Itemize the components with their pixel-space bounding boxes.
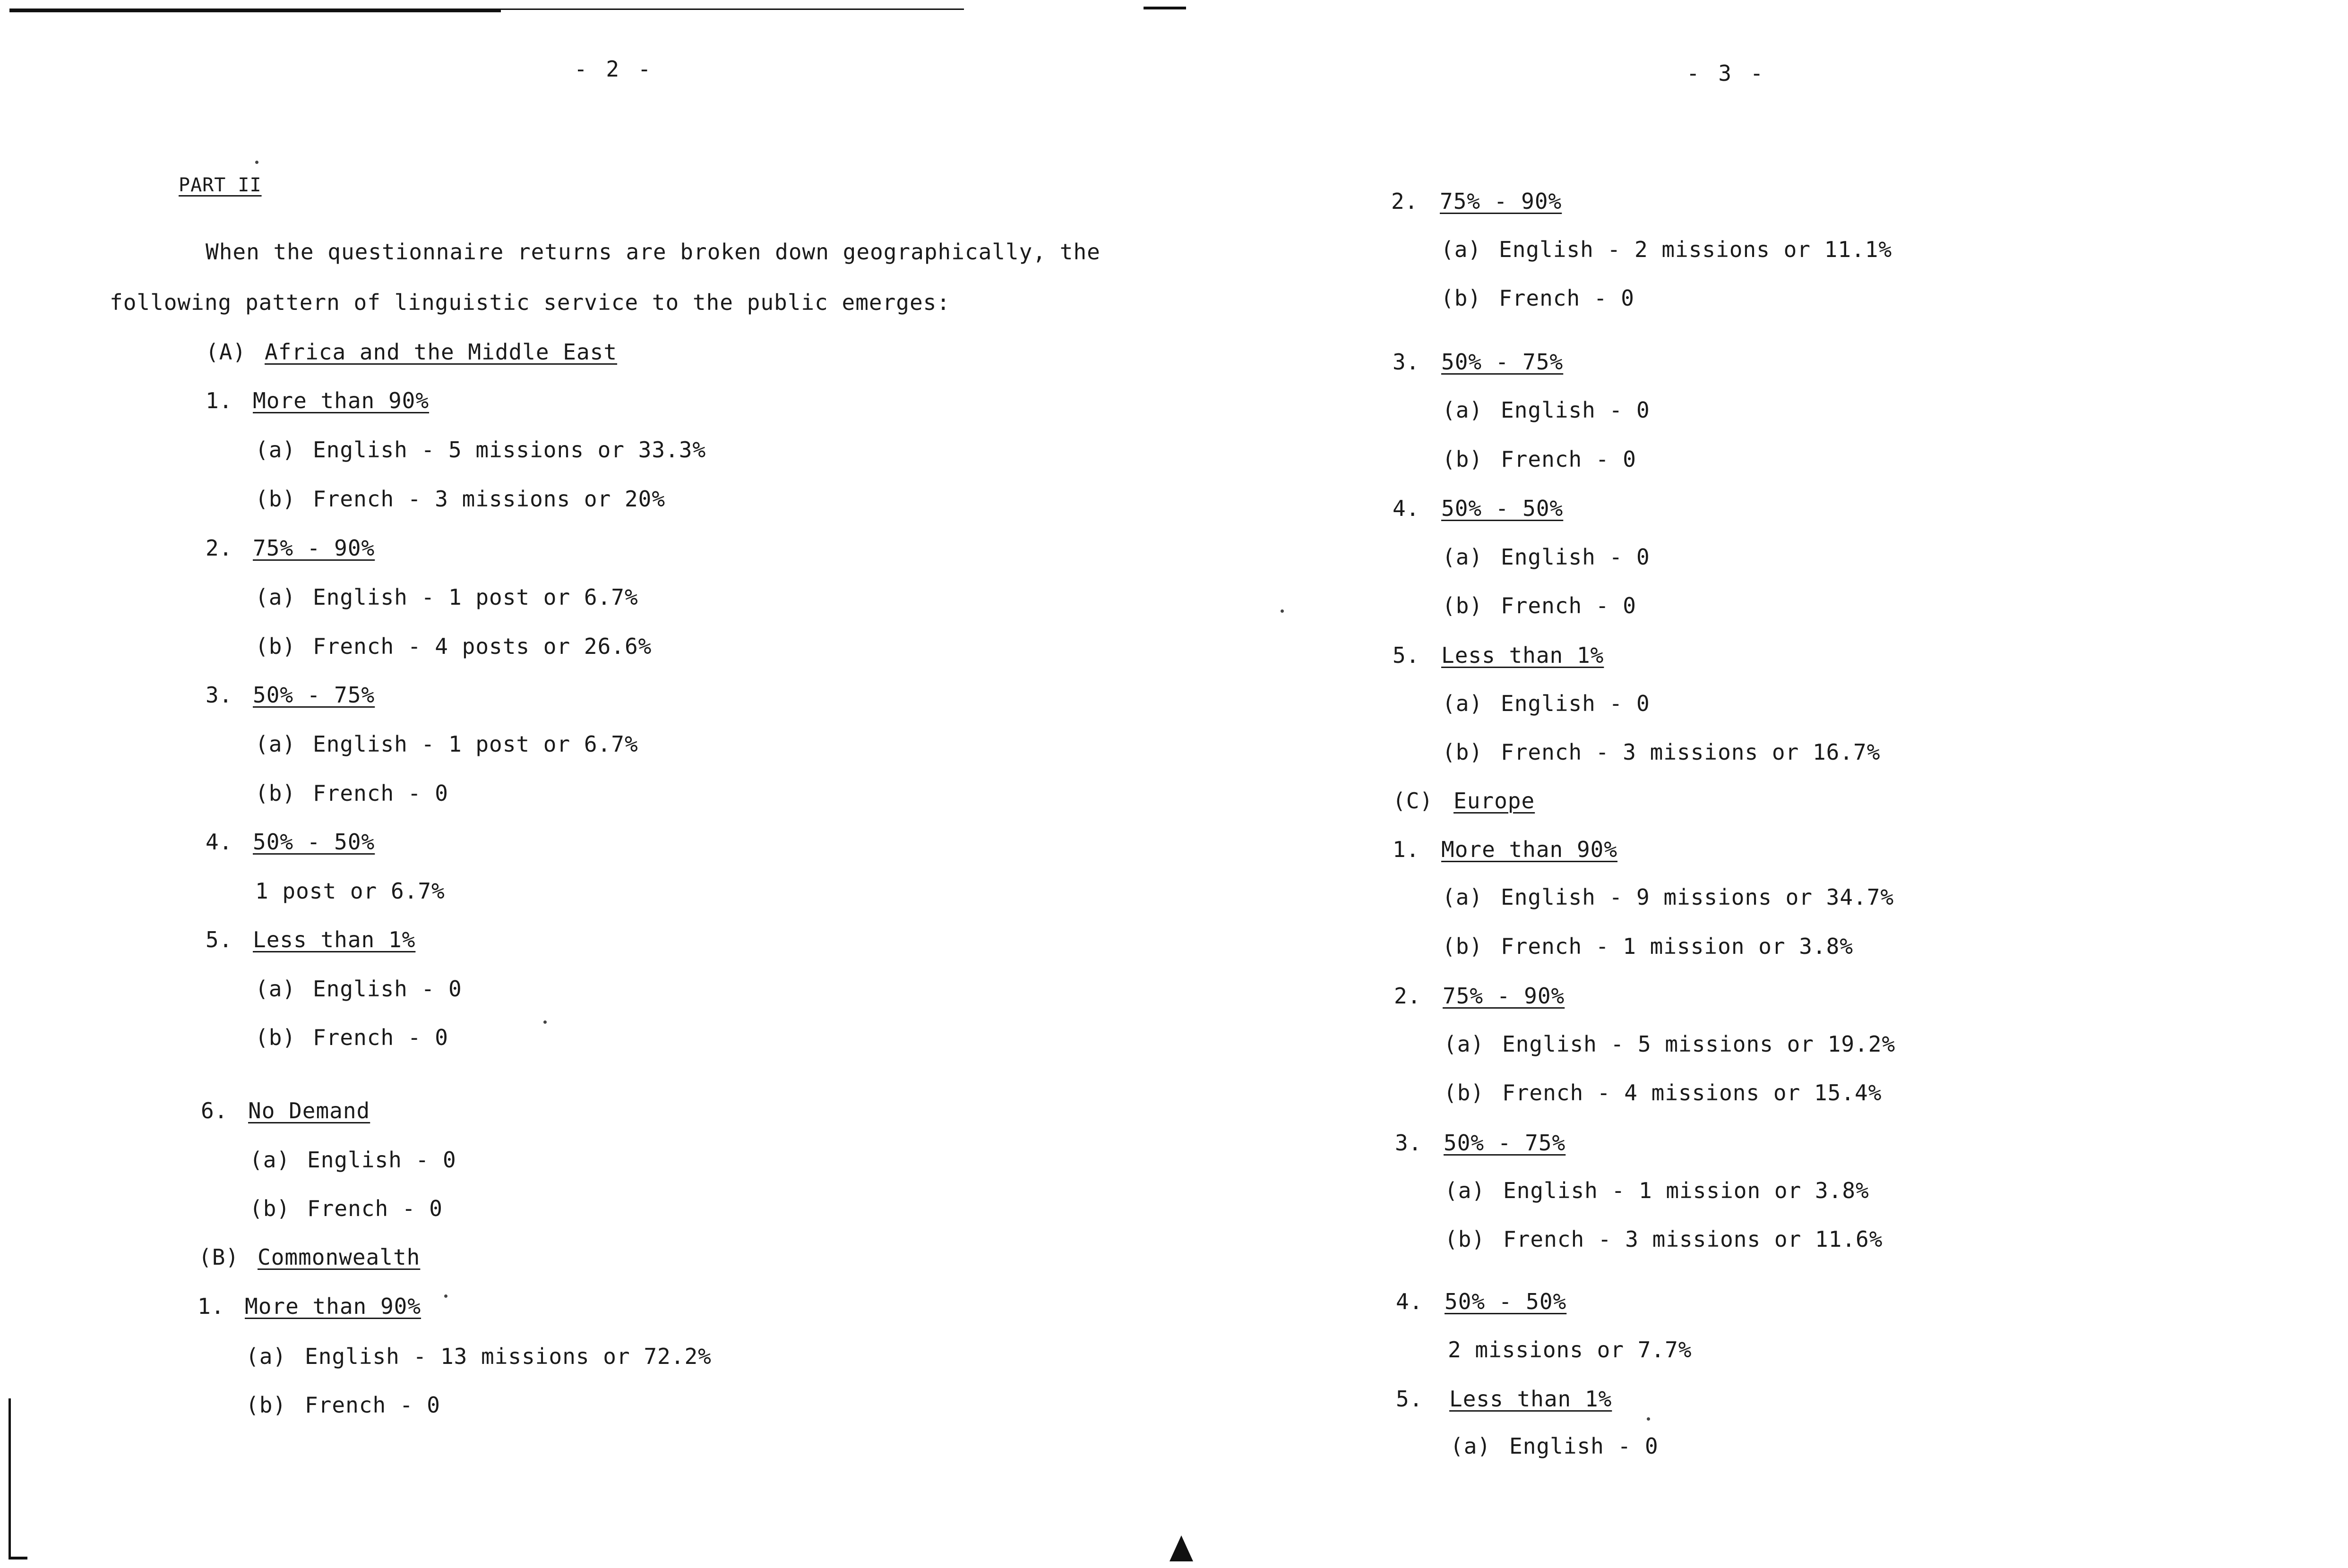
intro-line-2: following pattern of linguistic service to the public emerges: [110,290,951,315]
item-label: 50% - 75% [253,682,375,708]
subitem-marker: (b) [1445,1226,1486,1252]
subitem-text: French - 3 missions or 16.7% [1501,739,1881,765]
item-label: 75% - 90% [1440,189,1562,214]
subitem-text: French - 1 mission or 3.8% [1501,934,1854,959]
subitem-text: English - 0 [1509,1433,1659,1459]
item-number: 4. [1396,1289,1423,1314]
item-label: More than 90% [245,1294,421,1319]
subitem-marker: (a) [255,437,296,463]
page-number: - 2 - [574,56,654,82]
subitem-marker: (a) [246,1344,287,1369]
subitem-text: English - 0 [313,976,462,1002]
item-label: 50% - 50% [253,829,375,855]
item-label: Less than 1% [1441,643,1604,668]
intro-line-1: When the questionnaire returns are broken down geographically, the [206,239,1101,265]
section-marker: (C) [1393,788,1434,814]
item-label: 75% - 90% [1443,983,1565,1009]
subitem-marker: (a) [249,1147,291,1173]
subitem-text: English - 5 missions or 33.3% [313,437,706,463]
subitem-text: French - 0 [307,1196,443,1221]
subitem-marker: (b) [255,1025,296,1050]
item-number: 2. [1394,983,1421,1009]
subitem-marker: (a) [1450,1433,1491,1459]
item-label: 50% - 50% [1441,496,1564,521]
item-number: 2. [206,535,233,561]
subitem-text: English - 0 [307,1147,456,1173]
subitem-text: English - 1 post or 6.7% [313,731,638,757]
item-text: 2 missions or 7.7% [1448,1337,1692,1362]
subitem-marker: (b) [255,780,296,806]
section-marker: (B) [198,1244,240,1270]
subitem-marker: (a) [1442,544,1483,570]
item-label: 50% - 75% [1444,1130,1566,1156]
item-number: 5. [1396,1386,1423,1412]
subitem-text: French - 4 missions or 15.4% [1502,1080,1882,1105]
item-number: 1. [206,388,233,413]
subitem-marker: (b) [1441,285,1482,311]
page-number: - 3 - [1686,60,1766,86]
part-heading: PART II [179,174,262,196]
subitem-text: French - 0 [1501,593,1636,618]
item-label: No Demand [248,1098,370,1123]
item-label: 50% - 50% [1445,1289,1567,1314]
subitem-marker: (b) [1442,593,1483,618]
item-number: 6. [201,1098,228,1123]
subitem-text: English - 9 missions or 34.7% [1501,884,1894,910]
subitem-marker: (a) [1441,237,1482,262]
item-number: 3. [206,682,233,708]
subitem-text: English - 0 [1501,691,1650,716]
subitem-marker: (b) [255,486,296,512]
item-label: Less than 1% [1449,1386,1612,1412]
subitem-marker: (a) [1442,691,1483,716]
subitem-marker: (b) [1442,934,1483,959]
subitem-text: French - 0 [313,780,448,806]
subitem-text: French - 0 [1501,446,1636,472]
subitem-marker: (a) [1445,1178,1486,1203]
subitem-marker: (a) [1442,397,1483,423]
item-number: 3. [1393,349,1420,375]
item-number: 1. [1393,837,1420,862]
item-label: More than 90% [1441,837,1618,862]
subitem-text: English - 0 [1501,544,1650,570]
item-number: 3. [1395,1130,1422,1156]
subitem-marker: (b) [246,1392,287,1418]
subitem-text: English - 1 mission or 3.8% [1503,1178,1869,1203]
subitem-text: French - 3 missions or 11.6% [1503,1226,1883,1252]
subitem-marker: (a) [255,731,296,757]
subitem-text: French - 0 [313,1025,448,1050]
section-title: Africa and the Middle East [265,339,618,365]
subitem-text: French - 0 [1499,285,1634,311]
subitem-text: French - 3 missions or 20% [313,486,666,512]
subitem-marker: (b) [1444,1080,1485,1105]
item-number: 4. [206,829,233,855]
subitem-text: English - 0 [1501,397,1650,423]
subitem-text: French - 4 posts or 26.6% [313,634,652,659]
item-label: More than 90% [253,388,430,413]
item-number: 5. [206,927,233,952]
item-number: 4. [1393,496,1420,521]
subitem-marker: (a) [255,584,296,610]
subitem-marker: (b) [1442,446,1483,472]
subitem-text: French - 0 [305,1392,440,1418]
subitem-text: English - 13 missions or 72.2% [305,1344,712,1369]
item-label: 50% - 75% [1441,349,1564,375]
item-label: 75% - 90% [253,535,375,561]
subitem-marker: (a) [1442,884,1483,910]
subitem-text: English - 5 missions or 19.2% [1502,1031,1896,1057]
item-text: 1 post or 6.7% [255,878,445,904]
item-label: Less than 1% [253,927,416,952]
section-title: Commonwealth [258,1244,421,1270]
section-title: Europe [1454,788,1535,814]
subitem-marker: (b) [249,1196,291,1221]
subitem-marker: (b) [1442,739,1483,765]
subitem-marker: (a) [255,976,296,1002]
item-number: 1. [198,1294,225,1319]
subitem-text: English - 1 post or 6.7% [313,584,638,610]
item-number: 2. [1391,189,1419,214]
subitem-marker: (b) [255,634,296,659]
subitem-marker: (a) [1444,1031,1485,1057]
item-number: 5. [1393,643,1420,668]
section-marker: (A) [206,339,247,365]
subitem-text: English - 2 missions or 11.1% [1499,237,1892,262]
right-page [1174,0,2348,1568]
